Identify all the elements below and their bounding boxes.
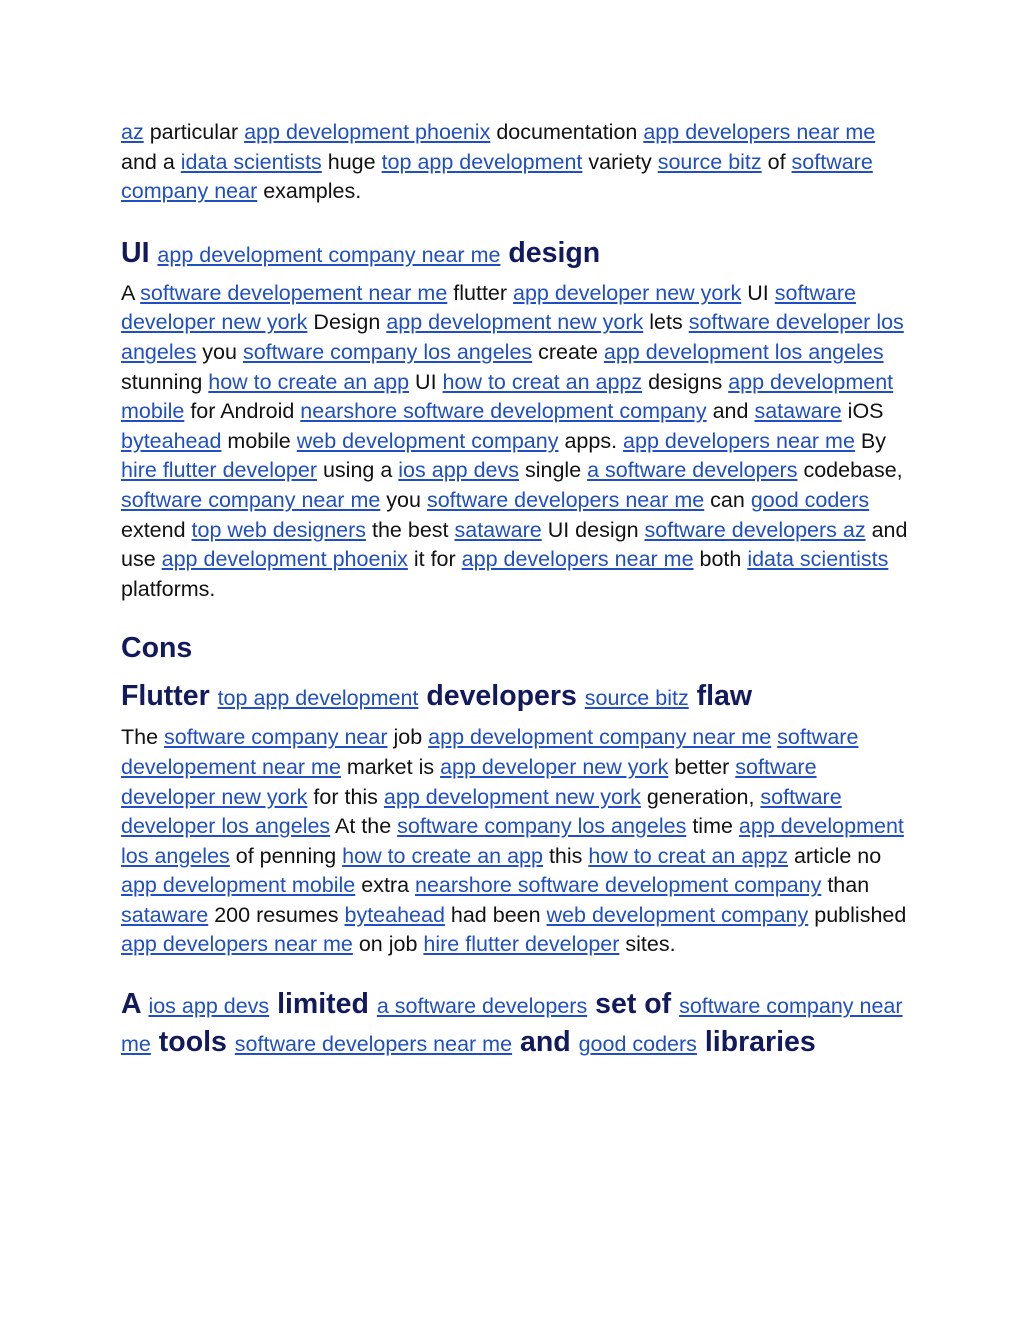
inline-link[interactable]: ios app devs (148, 994, 270, 1019)
inline-link[interactable]: software company near me (121, 487, 381, 512)
text-run: platforms. (121, 576, 216, 601)
text-run: tools (150, 1026, 235, 1059)
text-run: particular (143, 120, 245, 144)
inline-link[interactable]: how to creat an appz (442, 369, 643, 394)
inline-link[interactable]: app development company near me (157, 242, 501, 267)
text-run: than (821, 873, 870, 898)
text-run: A (121, 280, 141, 305)
inline-link[interactable]: idata scientists (180, 149, 322, 174)
inline-link[interactable]: hire flutter developer (423, 932, 620, 957)
inline-link[interactable]: software developer new york (121, 754, 817, 809)
text-run: limited (269, 988, 377, 1021)
inline-link[interactable]: software company near (121, 149, 873, 204)
inline-link[interactable]: how to creat an appz (588, 843, 788, 868)
inline-link[interactable]: app development company near me (428, 725, 772, 750)
text-run: on job (352, 932, 424, 957)
inline-link[interactable]: source bitz (657, 149, 762, 174)
inline-link[interactable]: nearshore software development company (415, 873, 822, 898)
text-run: extra (355, 873, 416, 898)
text-run: 200 resumes (208, 902, 345, 927)
text-run: you (380, 487, 427, 512)
heading-flutter-flaw (121, 678, 911, 716)
text-run: Design (307, 310, 387, 335)
inline-link[interactable]: app developers near me (623, 428, 855, 453)
heading-limited-tools (121, 986, 911, 1062)
text-run: and (512, 1026, 579, 1059)
inline-link[interactable]: a software developers (587, 458, 798, 483)
text-run: create (532, 339, 604, 364)
inline-link[interactable]: app developers near me (121, 932, 353, 957)
text-run: using a (317, 458, 399, 483)
inline-link[interactable]: top web designers (191, 517, 367, 542)
text-run: you (196, 339, 243, 364)
text-run: flaw (688, 680, 753, 713)
inline-link[interactable]: good coders (578, 1032, 697, 1057)
inline-link[interactable]: sataware (121, 902, 209, 927)
text-run: this (542, 843, 589, 868)
text-run: UI (121, 236, 158, 269)
text-run: the best (366, 517, 455, 542)
text-run: UI (741, 280, 775, 305)
text-run: extend (121, 517, 192, 542)
text-run: better (668, 754, 736, 779)
text-run: it for (407, 547, 462, 572)
heading-cons: Cons (121, 632, 193, 665)
text-run: Flutter (121, 680, 218, 713)
text-run: documentation (490, 120, 644, 144)
inline-link[interactable]: byteahead (344, 902, 445, 927)
text-run: article no (787, 843, 882, 868)
inline-link[interactable]: a software developers (376, 994, 588, 1019)
inline-link[interactable]: software developer los angeles (121, 310, 904, 364)
text-run: for this (307, 784, 384, 809)
inline-link[interactable]: app developers near me (461, 547, 694, 572)
text-run: for Android (184, 399, 301, 424)
inline-link[interactable]: how to create an app (208, 369, 410, 394)
text-run: sites. (619, 932, 676, 957)
text-run: huge (321, 149, 382, 174)
inline-link[interactable]: nearshore software development company (300, 399, 707, 424)
text-run: single (519, 458, 588, 483)
text-run: job (387, 725, 429, 750)
inline-link[interactable]: app developer new york (440, 754, 669, 779)
inline-link[interactable]: app development new york (383, 784, 641, 809)
text-run: By (854, 428, 886, 453)
text-run: can (704, 487, 751, 512)
inline-link[interactable]: software developer new york (121, 280, 857, 335)
inline-link[interactable]: hire flutter developer (121, 458, 317, 483)
text-run: lets (643, 310, 689, 335)
inline-link[interactable]: how to create an app (342, 843, 543, 868)
text-run: stunning (121, 369, 209, 394)
intro-paragraph (121, 118, 911, 207)
text-run: generation, (640, 784, 761, 809)
text-run: time (686, 814, 739, 839)
text-run: The (121, 725, 165, 750)
text-run: A (121, 988, 149, 1021)
text-run: At the (330, 814, 398, 839)
text-run: codebase, (797, 458, 903, 483)
text-run: of (761, 149, 792, 174)
inline-link[interactable]: software company los angeles (242, 339, 533, 364)
text-run: published (808, 902, 907, 927)
text-run: design (500, 236, 601, 269)
inline-link[interactable]: ios app devs (398, 458, 519, 483)
ui-design-paragraph (121, 279, 911, 605)
text-run: of penning (229, 843, 343, 868)
text-run: market is (340, 754, 441, 779)
inline-link[interactable]: az (121, 120, 144, 144)
inline-link[interactable]: sataware (754, 399, 842, 424)
text-run: mobile (221, 428, 297, 453)
inline-link[interactable]: software developers near me (234, 1032, 513, 1057)
inline-link[interactable]: sataware (454, 517, 542, 542)
document-page (121, 118, 911, 1062)
inline-link[interactable]: software developers az (644, 517, 866, 542)
inline-link[interactable]: software company near me (121, 994, 903, 1057)
inline-link[interactable]: software developer los angeles (121, 784, 842, 839)
inline-link[interactable]: software company los angeles (397, 814, 687, 839)
text-run: both (693, 547, 748, 572)
inline-link[interactable]: software developers near me (426, 487, 705, 512)
text-run: libraries (696, 1026, 816, 1059)
text-run: UI (409, 369, 443, 394)
inline-link[interactable]: good coders (750, 487, 870, 512)
text-run: had been (444, 902, 547, 927)
inline-link[interactable]: software developement near me (140, 280, 448, 305)
inline-link[interactable]: byteahead (121, 428, 222, 453)
text-run: apps. (558, 428, 624, 453)
inline-link[interactable]: web development company (296, 428, 559, 453)
inline-link[interactable]: app development phoenix (161, 547, 408, 572)
text-run: set of (587, 988, 680, 1021)
inline-link[interactable]: app development mobile (121, 873, 356, 898)
inline-link[interactable]: app development los angeles (121, 814, 904, 868)
inline-link[interactable]: app developer new york (513, 280, 742, 305)
text-run: iOS (841, 399, 884, 424)
inline-link[interactable]: top app development (217, 686, 419, 711)
inline-link[interactable]: app development mobile (121, 369, 894, 424)
text-run: examples. (257, 179, 362, 204)
inline-link[interactable]: web development company (546, 902, 809, 927)
text-run: and use (121, 517, 908, 572)
inline-link[interactable]: app development phoenix (244, 120, 491, 144)
text-run: and (706, 399, 755, 424)
inline-link[interactable]: software company near (164, 725, 388, 750)
inline-link[interactable]: app developers near me (643, 120, 876, 144)
text-run: flutter (447, 280, 514, 305)
text-run: designs (642, 369, 729, 394)
inline-link[interactable]: app development new york (386, 310, 644, 335)
text-run: variety (582, 149, 658, 174)
inline-link[interactable]: app development los angeles (603, 339, 884, 364)
flutter-flaw-paragraph (121, 723, 911, 960)
text-run: UI design (541, 517, 645, 542)
inline-link[interactable]: software developement near me (121, 725, 859, 779)
inline-link[interactable]: idata scientists (747, 547, 889, 572)
inline-link[interactable]: top app development (381, 149, 583, 174)
heading-ui-design (121, 235, 911, 273)
inline-link[interactable]: source bitz (584, 686, 689, 711)
text-run: developers (418, 680, 585, 713)
text-run: and a (121, 149, 181, 174)
